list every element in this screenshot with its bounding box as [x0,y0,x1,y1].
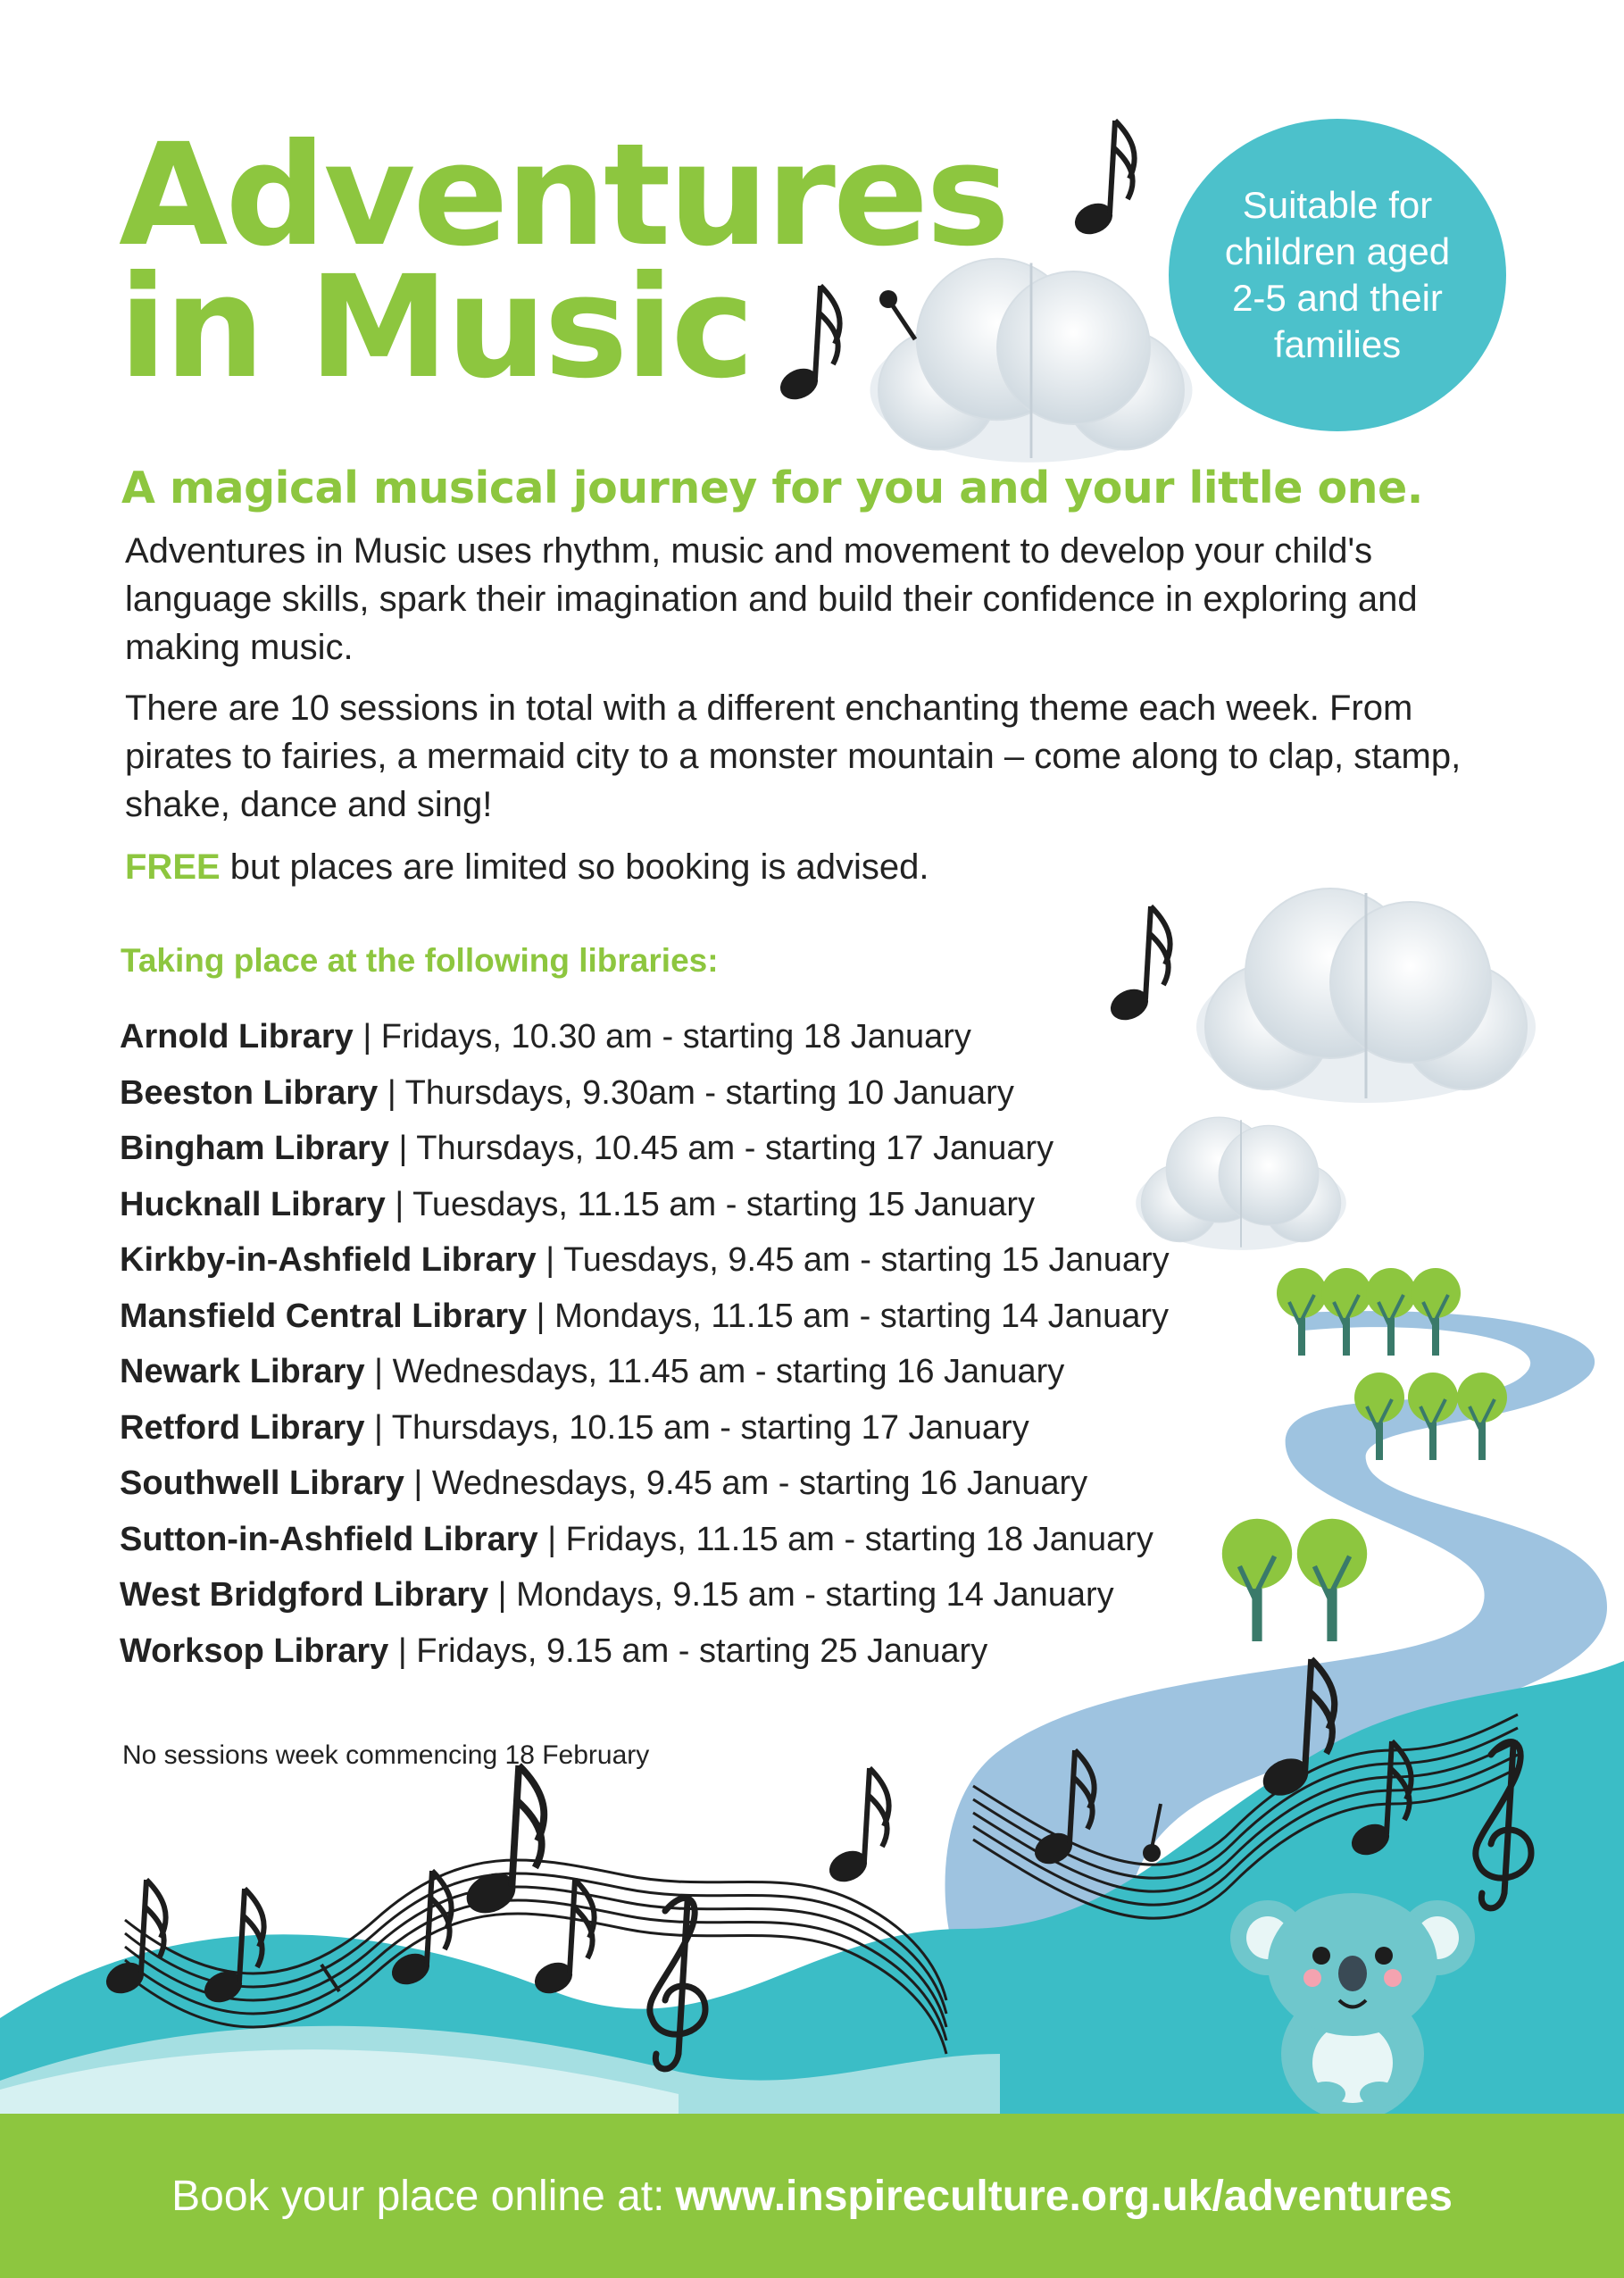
library-item [120,1512,1170,1568]
tree-icon [1222,1519,1292,1641]
library-name: Southwell Library [120,1464,404,1502]
free-line-rest: but places are limited so booking is advised. [220,847,929,887]
library-name: Newark Library [120,1353,365,1390]
booking-prefix: Book your place online at: [171,2172,665,2220]
library-details: | Mondays, 11.15 am - starting 14 January [527,1297,1169,1335]
library-name: Hucknall Library [120,1185,386,1223]
library-details: | Tuesdays, 11.15 am - starting 15 January [385,1185,1036,1223]
no-sessions-note: No sessions week commencing 18 February [122,1740,650,1770]
tree-icon [1277,1268,1327,1356]
sessions-paragraph: There are 10 sessions in total with a different enchanting theme each week. From pirates to fairies, a mermaid city to a monster mountain – come along to clap, stamp, shake, dance and sing! [125,688,1462,824]
music-note-icon [1105,906,1170,1026]
subtitle: A magical musical journey for you and your little one. [121,463,1423,513]
music-note-icon [529,1880,594,1999]
title-line-2: in Music [119,246,753,410]
library-item [120,1065,1170,1122]
library-item [120,1344,1170,1400]
library-details: | Thursdays, 10.45 am - starting 17 January [388,1130,1054,1167]
music-note-icon [1070,121,1134,240]
library-details: | Fridays, 11.15 am - starting 18 January [537,1520,1153,1558]
music-note-icon [824,1768,888,1888]
booking-url[interactable]: www.inspireculture.org.uk/adventures [675,2172,1453,2220]
library-details: | Mondays, 9.15 am - starting 14 January [488,1576,1114,1614]
library-item [120,1623,1170,1680]
library-name: Worksop Library [120,1631,389,1670]
library-list [120,1009,1170,1679]
library-details: | Fridays, 9.15 am - starting 25 January [388,1631,988,1670]
music-note-icon [460,1765,544,1921]
library-name: West Bridgford Library [120,1576,489,1614]
library-name: Beeston Library [120,1073,379,1112]
age-badge [1169,119,1506,431]
tree-icon [1411,1268,1461,1356]
free-line [125,843,929,891]
library-details: | Wednesdays, 9.45 am - starting 16 January [404,1464,1088,1502]
library-details: | Thursdays, 9.30am - starting 10 January [378,1073,1014,1112]
library-name: Sutton-in-Ashfield Library [120,1520,538,1558]
intro-paragraph: Adventures in Music uses rhythm, music and movement to develop your child's language skills, spark their imagination and build their confidence in exploring and making music. [125,531,1418,667]
library-item [120,1121,1170,1177]
library-item [120,1456,1170,1512]
library-item [120,1177,1170,1233]
free-highlight: FREE [125,847,221,887]
library-item [120,1567,1170,1623]
library-name: Mansfield Central Library [120,1297,528,1335]
library-details: | Fridays, 10.30 am - starting 18 January [353,1018,971,1056]
library-item [120,1009,1170,1065]
libraries-heading: Taking place at the following libraries: [121,942,719,979]
booking-footer [0,2114,1624,2278]
library-details: | Tuesdays, 9.45 am - starting 15 January [536,1241,1170,1279]
cloud-icon [1196,889,1536,1103]
poster-title [119,113,1008,410]
library-name: Kirkby-in-Ashfield Library [120,1241,537,1279]
library-details: | Wednesdays, 11.45 am - starting 16 January [364,1353,1065,1390]
library-item [120,1232,1170,1289]
library-name: Retford Library [120,1408,365,1447]
library-details: | Thursdays, 10.15 am - starting 17 January [364,1408,1029,1447]
library-name: Bingham Library [120,1130,389,1167]
title-line-1: Adventures [119,113,1008,278]
library-item [120,1400,1170,1456]
library-item [120,1289,1170,1345]
library-name: Arnold Library [120,1018,354,1056]
tree-icon [1297,1519,1367,1641]
age-badge-text: Suitable for children aged 2-5 and their families [1224,184,1451,365]
